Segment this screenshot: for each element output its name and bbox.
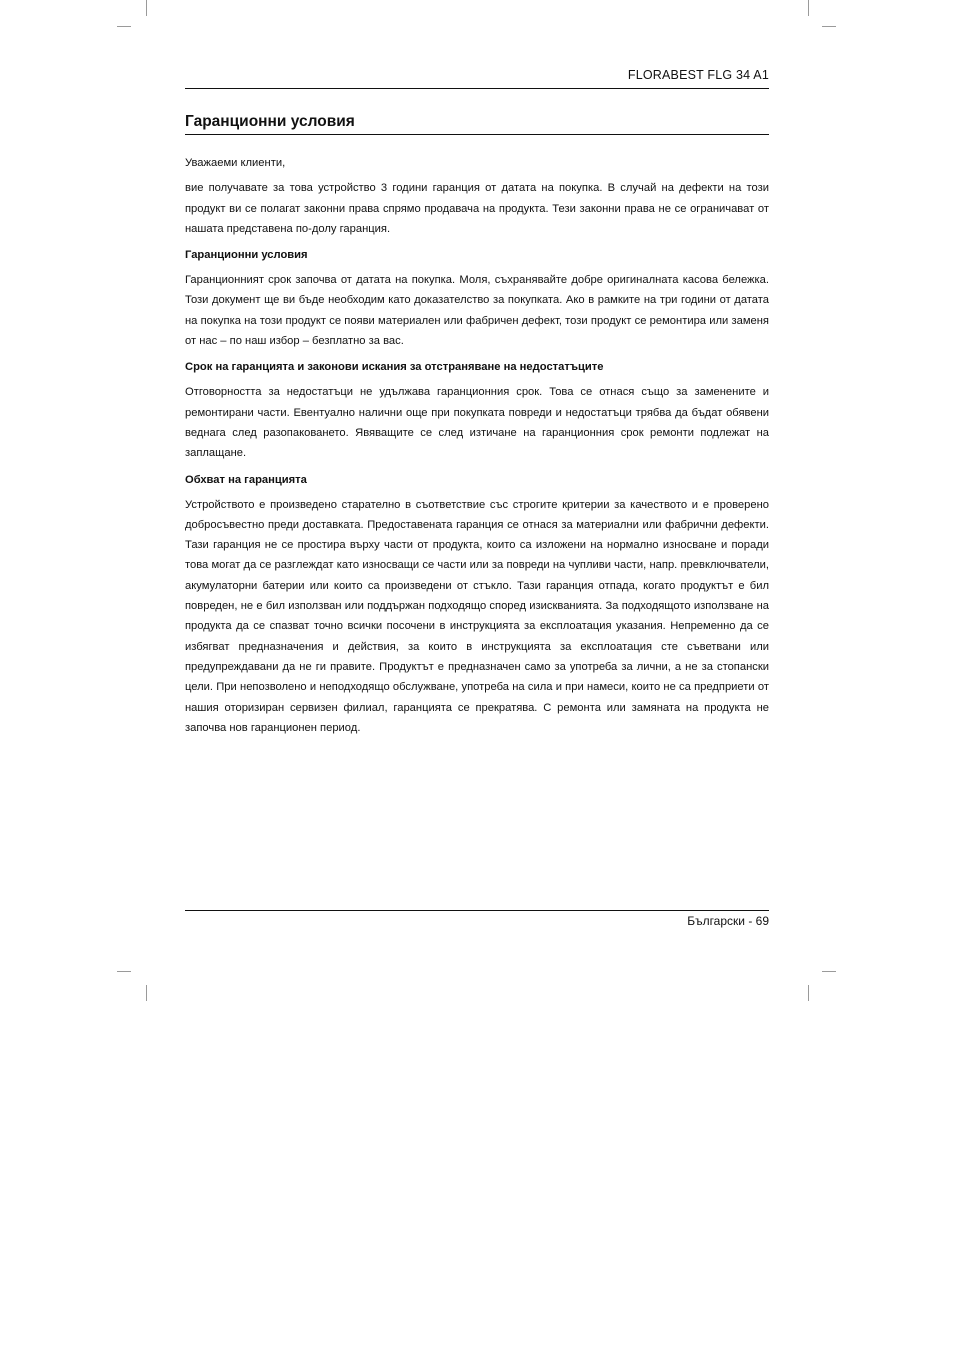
page-title: Гаранционни условия	[185, 113, 355, 130]
crop-mark-bottom-right-horizontal	[822, 971, 836, 972]
crop-mark-top-left-horizontal	[117, 26, 131, 27]
section-text-warranty-scope: Устройството е произведено старателно в съответствие със строгите критерии за качеството и е проверено добросъвестно преди доставката. Предоставената гаранция се отнася за материални или фабрични дефекти. Тази гаранция не се простира върху части от продукта, които са изложени на нормално износване и поради това могат да се разглеждат като износващи се части или за повреди на чупливи части, напр. превключватели, акумулаторни батерии или които са произведени от стъкло. Тази гаранция отпада, когато продуктът е бил повреден, не е бил използван или поддържан подходящо според изискванията. За подходящото използване на продукта да се спазват точно всички посочени в инструкцията за експлоатация указания. Непременно да се избягват предназначения и действия, за които в инструкцията за експлоатация сте съветвани или предупреждавани да не ги правите. Продуктът е предназначен само за употреба за лични, а не за стопански цели. При непозволено и неподходящо обслужване, употреба на сила и при намеси, които не са предприети от нашия оторизиран сервизен филиал, гаранцията се прекратява. С ремонта или замяната на продукта не започва нов гаранционен период.	[185, 498, 769, 734]
section-text-warranty-conditions: Гаранционният срок започва от датата на покупка. Моля, съхранявайте добре оригиналната касова бележка. Този документ ще ви бъде необходим като доказателство за покупката. Ако в рамките на три години от датата на покупка на този продукт се появи материален или фабричен дефект, този продукт се ремонтира или заменя от нас – по наш избор – безплатно за вас.	[185, 274, 769, 348]
header-divider	[185, 88, 769, 89]
page-number: Български - 69	[687, 914, 769, 928]
footer-divider	[185, 910, 769, 911]
title-divider	[185, 134, 769, 135]
crop-mark-bottom-left-horizontal	[117, 971, 131, 972]
section-heading-warranty-conditions: Гаранционни условия	[185, 249, 308, 262]
greeting-paragraph: Уважаеми клиенти,	[185, 157, 286, 169]
crop-mark-top-left-vertical	[146, 0, 147, 16]
crop-mark-bottom-right-vertical	[808, 985, 809, 1001]
section-heading-warranty-period: Срок на гаранцията и законови искания за отстраняване на недостатъците	[185, 361, 604, 374]
section-text-warranty-period: Отговорността за недостатъци не удължава гаранционния срок. Това се отнася също за заменените и ремонтирани части. Евентуално налични още при покупката повреди и недостатъци трябва да бъдат обявени веднага след разопаковането. Явяващите се след изтичане на гаранционния срок ремонти подлежат на заплащане.	[185, 386, 769, 460]
section-heading-warranty-scope: Обхват на гаранцията	[185, 473, 307, 486]
crop-mark-top-right-horizontal	[822, 26, 836, 27]
intro-paragraph: вие получавате за това устройство 3 години гаранция от датата на покупка. В случай на дефекти на този продукт ви се полагат законни права спрямо продавача на продукта. Тези законни права не се ограничават от нашата представена по-долу гаранция.	[185, 182, 769, 235]
document-body	[185, 153, 769, 744]
page-header-product: FLORABEST FLG 34 A1	[627, 68, 769, 82]
crop-mark-top-right-vertical	[808, 0, 809, 16]
crop-mark-bottom-left-vertical	[146, 985, 147, 1001]
